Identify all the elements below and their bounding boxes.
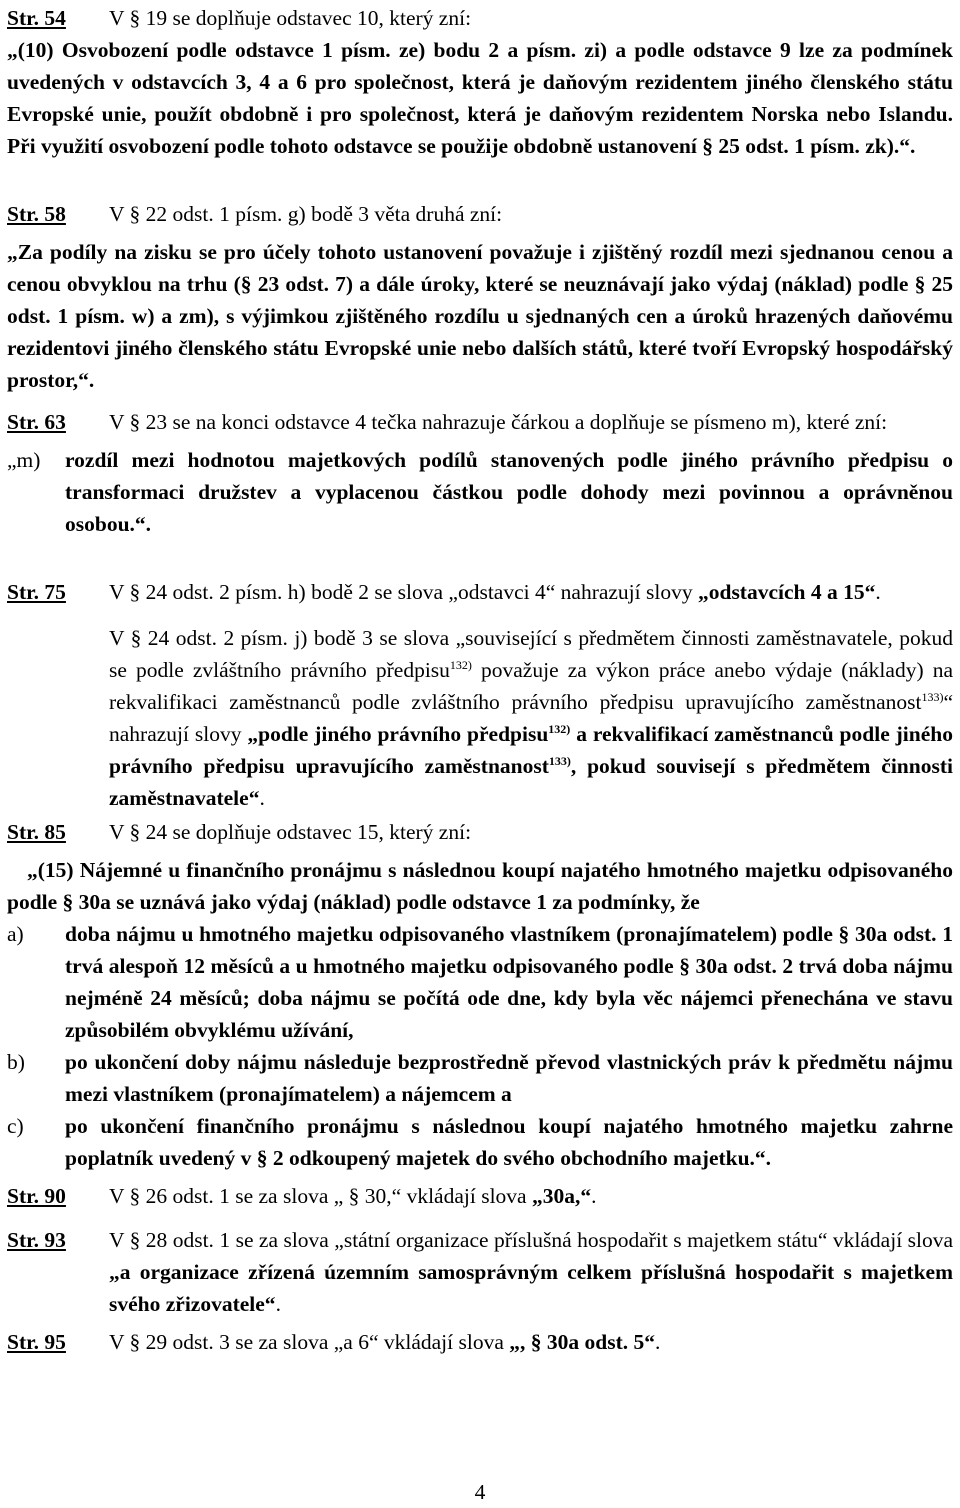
- section-label: Str. 63: [7, 410, 66, 434]
- section-label: Str. 54: [7, 6, 66, 30]
- section-label: Str. 93: [7, 1228, 66, 1252]
- section-text: V § 28 odst. 1 se za slova „státní organizace příslušná hospodařit s majetkem státu“ vkládají slova „a organizace zřízená územním samosprávným celkem příslušná hospodařit s majetkem svého zřizovatele“.: [109, 1228, 953, 1316]
- section-label: Str. 75: [7, 580, 66, 604]
- section-str-85: [7, 816, 953, 1174]
- section-text: „(10) Osvobození podle odstavce 1 písm. ze) bodu 2 a písm. zi) a podle odstavce 9 lze za podmínek uvedených v odstavcích 3, 4 a 6 pro společnost, která je daňovým rezidentem jiného členského státu Evropské unie, použít obdobně i pro společnost, která je daňovým rezidentem Norska nebo Islandu. Při využití osvobození podle tohoto odstavce se použije obdobně ustanovení § 25 odst. 1 písm. zk).“.: [7, 38, 953, 158]
- section-str-54: [7, 2, 953, 162]
- section-str-75: [7, 576, 953, 814]
- section-intro: V § 23 se na konci odstavce 4 tečka nahrazuje čárkou a doplňuje se písmeno m), které zní:: [109, 410, 888, 434]
- section-label: Str. 58: [7, 202, 66, 226]
- section-str-95: [7, 1326, 953, 1358]
- section-text: V § 26 odst. 1 se za slova „ § 30,“ vkládají slova „30a,“.: [109, 1184, 597, 1208]
- section-text: „(15) Nájemné u finančního pronájmu s následnou koupí najatého hmotného majetku odpisovaného podle § 30a se uznává jako výdaj (náklad) podle odstavce 1 za podmínky, že: [7, 858, 953, 914]
- section-str-63: [7, 406, 953, 540]
- section-intro: V § 24 se doplňuje odstavec 15, který zní:: [109, 820, 472, 844]
- list-item: c) po ukončení finančního pronájmu s následnou koupí najatého hmotného majetku zahrne poplatník uvedený v § 2 odkoupený majetek do svého obchodního majetku.“.: [7, 1114, 953, 1170]
- section-label: Str. 90: [7, 1184, 66, 1208]
- section-text: „Za podíly na zisku se pro účely tohoto ustanovení považuje i zjištěný rozdíl mezi sjednanou cenou a cenou obvyklou na trhu (§ 23 odst. 7) a dále úroky, které se neuznávají jako výdaj (náklad) podle § 25 odst. 1 písm. w) a zm), s výjimkou zjištěného rozdílu u sjednaných cen a úroků hrazených daňovému rezidentovi jiného členského státu Evropské unie nebo dalších států, které tvoří Evropský hospodářský prostor,“.: [7, 240, 953, 392]
- section-str-58: [7, 198, 953, 396]
- section-label: Str. 85: [7, 820, 66, 844]
- item-text: rozdíl mezi hodnotou majetkových podílů stanovených podle jiného právního předpisu o transformaci družstev a vyplacenou částkou podle dohody mezi povinnou a oprávněnou osobou.“.: [65, 448, 953, 536]
- section-str-90: [7, 1180, 953, 1212]
- section-paragraph-2: V § 24 odst. 2 písm. j) bodě 3 se slova „související s předmětem činnosti zaměstnavatele, pokud se podle zvláštního právního předpisu$^{132)}$ považuje za výkon práce anebo výdaje (náklady) na rekvalifikaci zaměstnanců podle zvláštního právního předpisu upravujícího zaměstnanost$^{133)}$“ nahrazují slovy „podle jiného právního předpisu$^{132)}$ a rekvalifikací zaměstnanců podle jiného právního předpisu upravujícího zaměstnanost$^{133)}$, pokud souvisejí s předmětem činnosti zaměstnavatele“.: [109, 626, 953, 810]
- section-paragraph-1: V § 24 odst. 2 písm. h) bodě 2 se slova „odstavci 4“ nahrazují slovy „odstavcích 4 a 15“.: [109, 580, 881, 604]
- item-marker: „m): [7, 448, 41, 472]
- list-item: a) doba nájmu u hmotného majetku odpisovaného vlastníkem (pronajímatelem) podle § 30a odst. 1 trvá alespoň 12 měsíců a u hmotného majetku odpisovaného podle § 30a odst. 2 trvá doba nájmu nejméně 24 měsíců; doba nájmu se počítá ode dne, kdy byla věc nájemci přenechána ve stavu způsobilém obvyklému užívání,: [7, 922, 953, 1042]
- section-str-93: [7, 1224, 953, 1320]
- list-item: b) po ukončení doby nájmu následuje bezprostředně převod vlastnických práv k předmětu nájmu mezi vlastníkem (pronajímatelem) a nájemcem a: [7, 1050, 953, 1106]
- section-text: V § 29 odst. 3 se za slova „a 6“ vkládají slova „, § 30a odst. 5“.: [109, 1330, 661, 1354]
- section-label: Str. 95: [7, 1330, 66, 1354]
- page-number: 4: [474, 1480, 486, 1504]
- section-intro: V § 19 se doplňuje odstavec 10, který zní:: [109, 6, 472, 30]
- section-intro: V § 22 odst. 1 písm. g) bodě 3 věta druhá zní:: [109, 202, 503, 226]
